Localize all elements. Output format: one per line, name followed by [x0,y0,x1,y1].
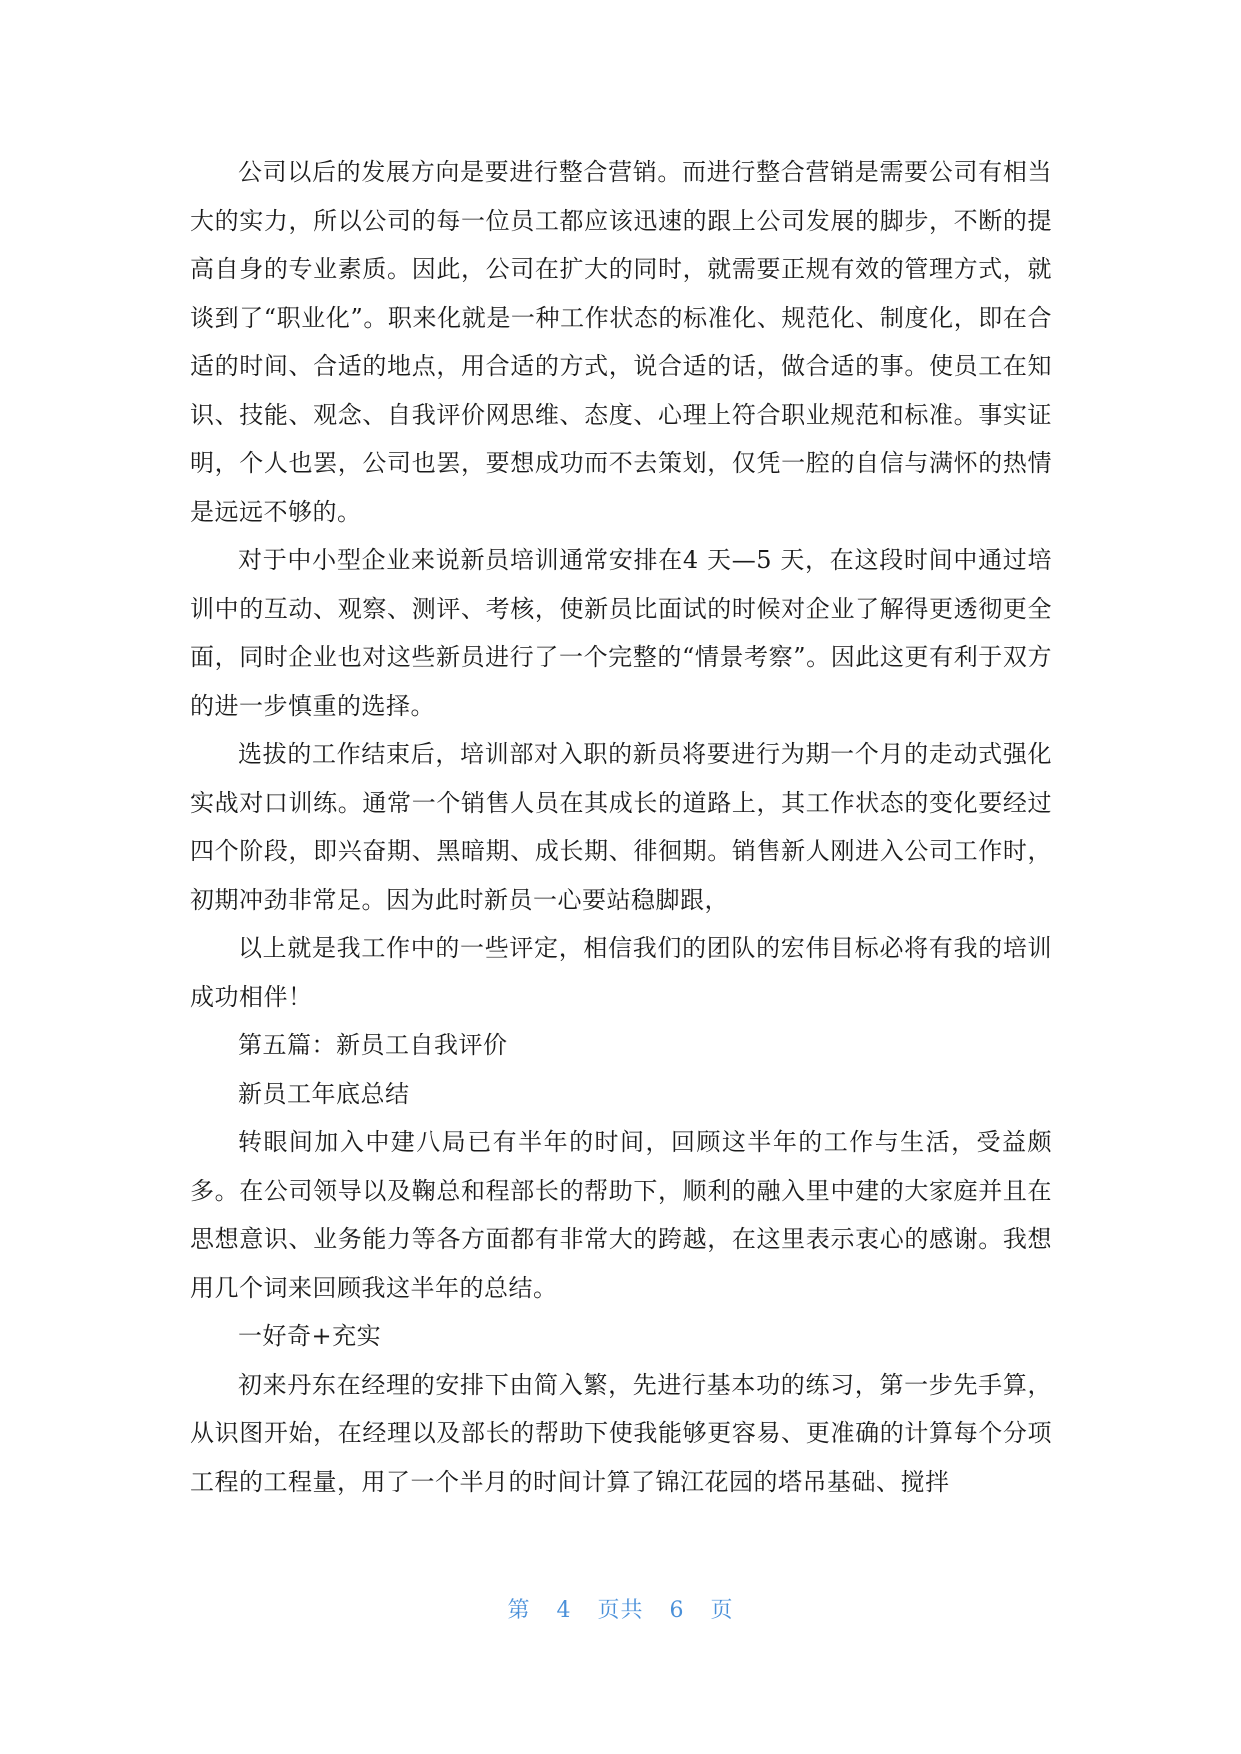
footer-suffix: 页 [710,1598,734,1623]
paragraph-conclusion: 以上就是我工作中的一些评定，相信我们的团队的宏伟目标必将有我的培训成功相伴！ [190,934,1052,1011]
paragraph-first-steps: 初来丹东在经理的安排下由简入繁，先进行基本功的练习，第一步先手算，从识图开始，在经理以及部长的帮助下使我能够更容易、更准确的计算每个分项工程的工程量，用了一个半月的时间计算了锦江花园的塔吊基础、搅拌 [190,1370,1052,1496]
paragraph-selection-training: 选拔的工作结束后，培训部对入职的新员将要进行为期一个月的走动式强化实战对口训练。通常一个销售人员在其成长的道路上，其工作状态的变化要经过四个阶段，即兴奋期、黑暗期、成长期、徘徊期。销售新人刚进入公司工作时，初期冲劲非常足。因为此时新员一心要站稳脚跟， [190,740,1052,914]
paragraph-integrated-marketing: 公司以后的发展方向是要进行整合营销。而进行整合营销是需要公司有相当大的实力，所以公司的每一位员工都应该迅速的跟上公司发展的脚步，不断的提高自身的专业素质。因此，公司在扩大的同时，就需要正规有效的管理方式，就谈到了“职业化”。职来化就是一种工作状态的标准化、规范化、制度化，即在合适的时间、合适的地点，用合适的方式，说合适的话，做合适的事。使员工在知识、技能、观念、自我评价网思维、态度、心理上符合职业规范和标准。事实证明，个人也罢，公司也罢，要想成功而不去策划，仅凭一腔的自信与满怀的热情是远远不够的。 [190,158,1052,526]
total-page-number: 6 [669,1598,685,1623]
paragraph-new-employee-training: 对于中小型企业来说新员培训通常安排在4 天—5 天，在这段时间中通过培训中的互动、观察、测评、考核，使新员比面试的时候对企业了解得更透彻更全面，同时企业也对这些新员进行了一个完整的“情景考察”。因此这更有利于双方的进一步慎重的选择。 [190,546,1052,720]
subheading-year-end-summary: 新员工年底总结 [238,1079,410,1108]
document-body [190,148,1052,1506]
footer-middle: 页共 [597,1598,644,1623]
paragraph-half-year-review: 转眼间加入中建八局已有半年的时间，回顾这半年的工作与生活，受益颇多。在公司领导以及鞠总和程部长的帮助下，顺利的融入里中建的大家庭并且在思想意识、业务能力等各方面都有非常大的跨越，在这里表示衷心的感谢。我想用几个词来回顾我这半年的总结。 [190,1128,1052,1302]
footer-prefix: 第 [507,1598,531,1623]
section-heading: 第五篇：新员工自我评价 [238,1031,508,1059]
current-page-number: 4 [556,1598,572,1623]
subheading-curious-fulfilling: 一好奇+充实 [238,1322,382,1350]
page-number-footer [0,1593,1241,1624]
